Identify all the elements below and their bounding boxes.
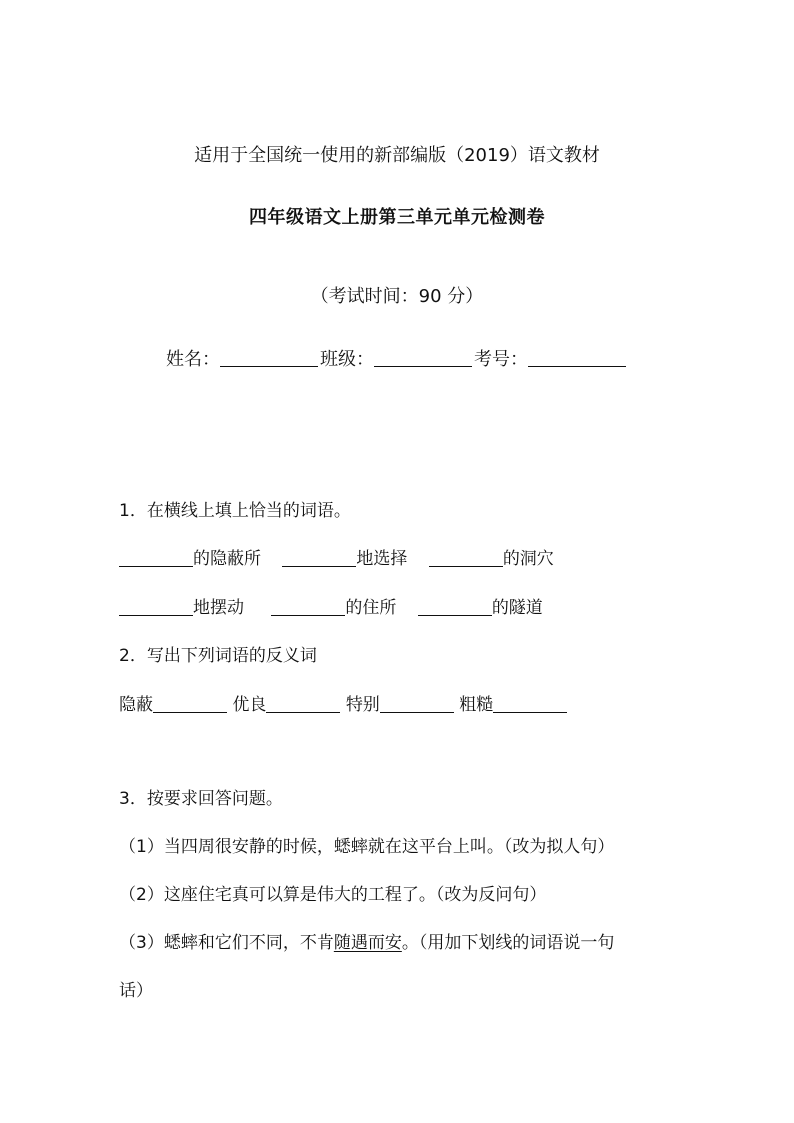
- answer-blank[interactable]: [271, 598, 345, 616]
- antonym-item: [232, 690, 340, 715]
- fill-item: [429, 544, 554, 569]
- antonym-word: 隐蔽: [119, 695, 153, 715]
- exam-title: 四年级语文上册第三单元单元检测卷: [249, 207, 545, 228]
- name-group: [166, 345, 320, 371]
- name-blank[interactable]: [220, 348, 318, 367]
- class-label: 班级：: [320, 349, 374, 370]
- antonym-item: [119, 690, 227, 715]
- number-blank[interactable]: [528, 348, 626, 367]
- question-3-sub-3-continued: 话）: [119, 981, 153, 1001]
- name-label: 姓名：: [166, 349, 220, 370]
- exam-time: （考试时间：90 分）: [310, 286, 484, 307]
- fill-item: [119, 593, 244, 618]
- antonym-item: [459, 690, 567, 715]
- answer-blank[interactable]: [153, 695, 227, 713]
- antonym-word: 特别: [345, 695, 380, 715]
- fill-item: [282, 544, 407, 569]
- answer-blank[interactable]: [429, 549, 503, 567]
- question-1-row-1: [119, 544, 554, 569]
- question-2-prompt: 2．写出下列词语的反义词: [119, 646, 317, 666]
- question-1-prompt: 1．在横线上填上恰当的词语。: [119, 501, 351, 521]
- question-3-prompt: 3．按要求回答问题。: [119, 789, 283, 809]
- fill-item: [271, 593, 396, 618]
- class-group: [320, 345, 474, 371]
- antonym-word: 粗糙: [459, 695, 494, 715]
- answer-blank[interactable]: [119, 598, 193, 616]
- fill-suffix: 的洞穴: [502, 549, 554, 569]
- question-3-sub-3: [119, 928, 614, 953]
- answer-blank[interactable]: [418, 598, 492, 616]
- textbook-subtitle: 适用于全国统一使用的新部编版（2019）语文教材: [194, 145, 600, 166]
- sub-3-text-after: 。（用加下划线的词语说一句: [401, 933, 615, 953]
- fill-suffix: 的住所: [345, 598, 397, 618]
- fill-suffix: 的隐蔽所: [193, 549, 261, 569]
- question-3-sub-2: （2）这座住宅真可以算是伟大的工程了。（改为反问句）: [119, 885, 547, 905]
- answer-blank[interactable]: [266, 695, 340, 713]
- answer-blank[interactable]: [282, 549, 356, 567]
- fill-suffix: 的隧道: [491, 598, 543, 618]
- number-label: 考号：: [474, 349, 528, 370]
- question-3-sub-1: （1）当四周很安静的时候，蟋蟀就在这平台上叫。（改为拟人句）: [119, 837, 615, 857]
- answer-blank[interactable]: [493, 695, 567, 713]
- question-1-row-2: [119, 593, 543, 618]
- underlined-phrase: 随遇而安: [333, 933, 402, 953]
- class-blank[interactable]: [374, 348, 472, 367]
- antonym-item: [346, 690, 454, 715]
- answer-blank[interactable]: [380, 695, 454, 713]
- fill-item: [418, 593, 543, 618]
- fill-suffix: 地摆动: [193, 598, 244, 618]
- antonym-word: 优良: [232, 695, 267, 715]
- fill-item: [119, 544, 261, 569]
- question-2-row: [119, 690, 567, 715]
- answer-blank[interactable]: [119, 549, 193, 567]
- number-group: [474, 345, 628, 371]
- fill-suffix: 地选择: [356, 549, 408, 569]
- student-info-row: [0, 345, 794, 371]
- sub-3-text-before: （3）蟋蟀和它们不同，不肯: [119, 933, 334, 953]
